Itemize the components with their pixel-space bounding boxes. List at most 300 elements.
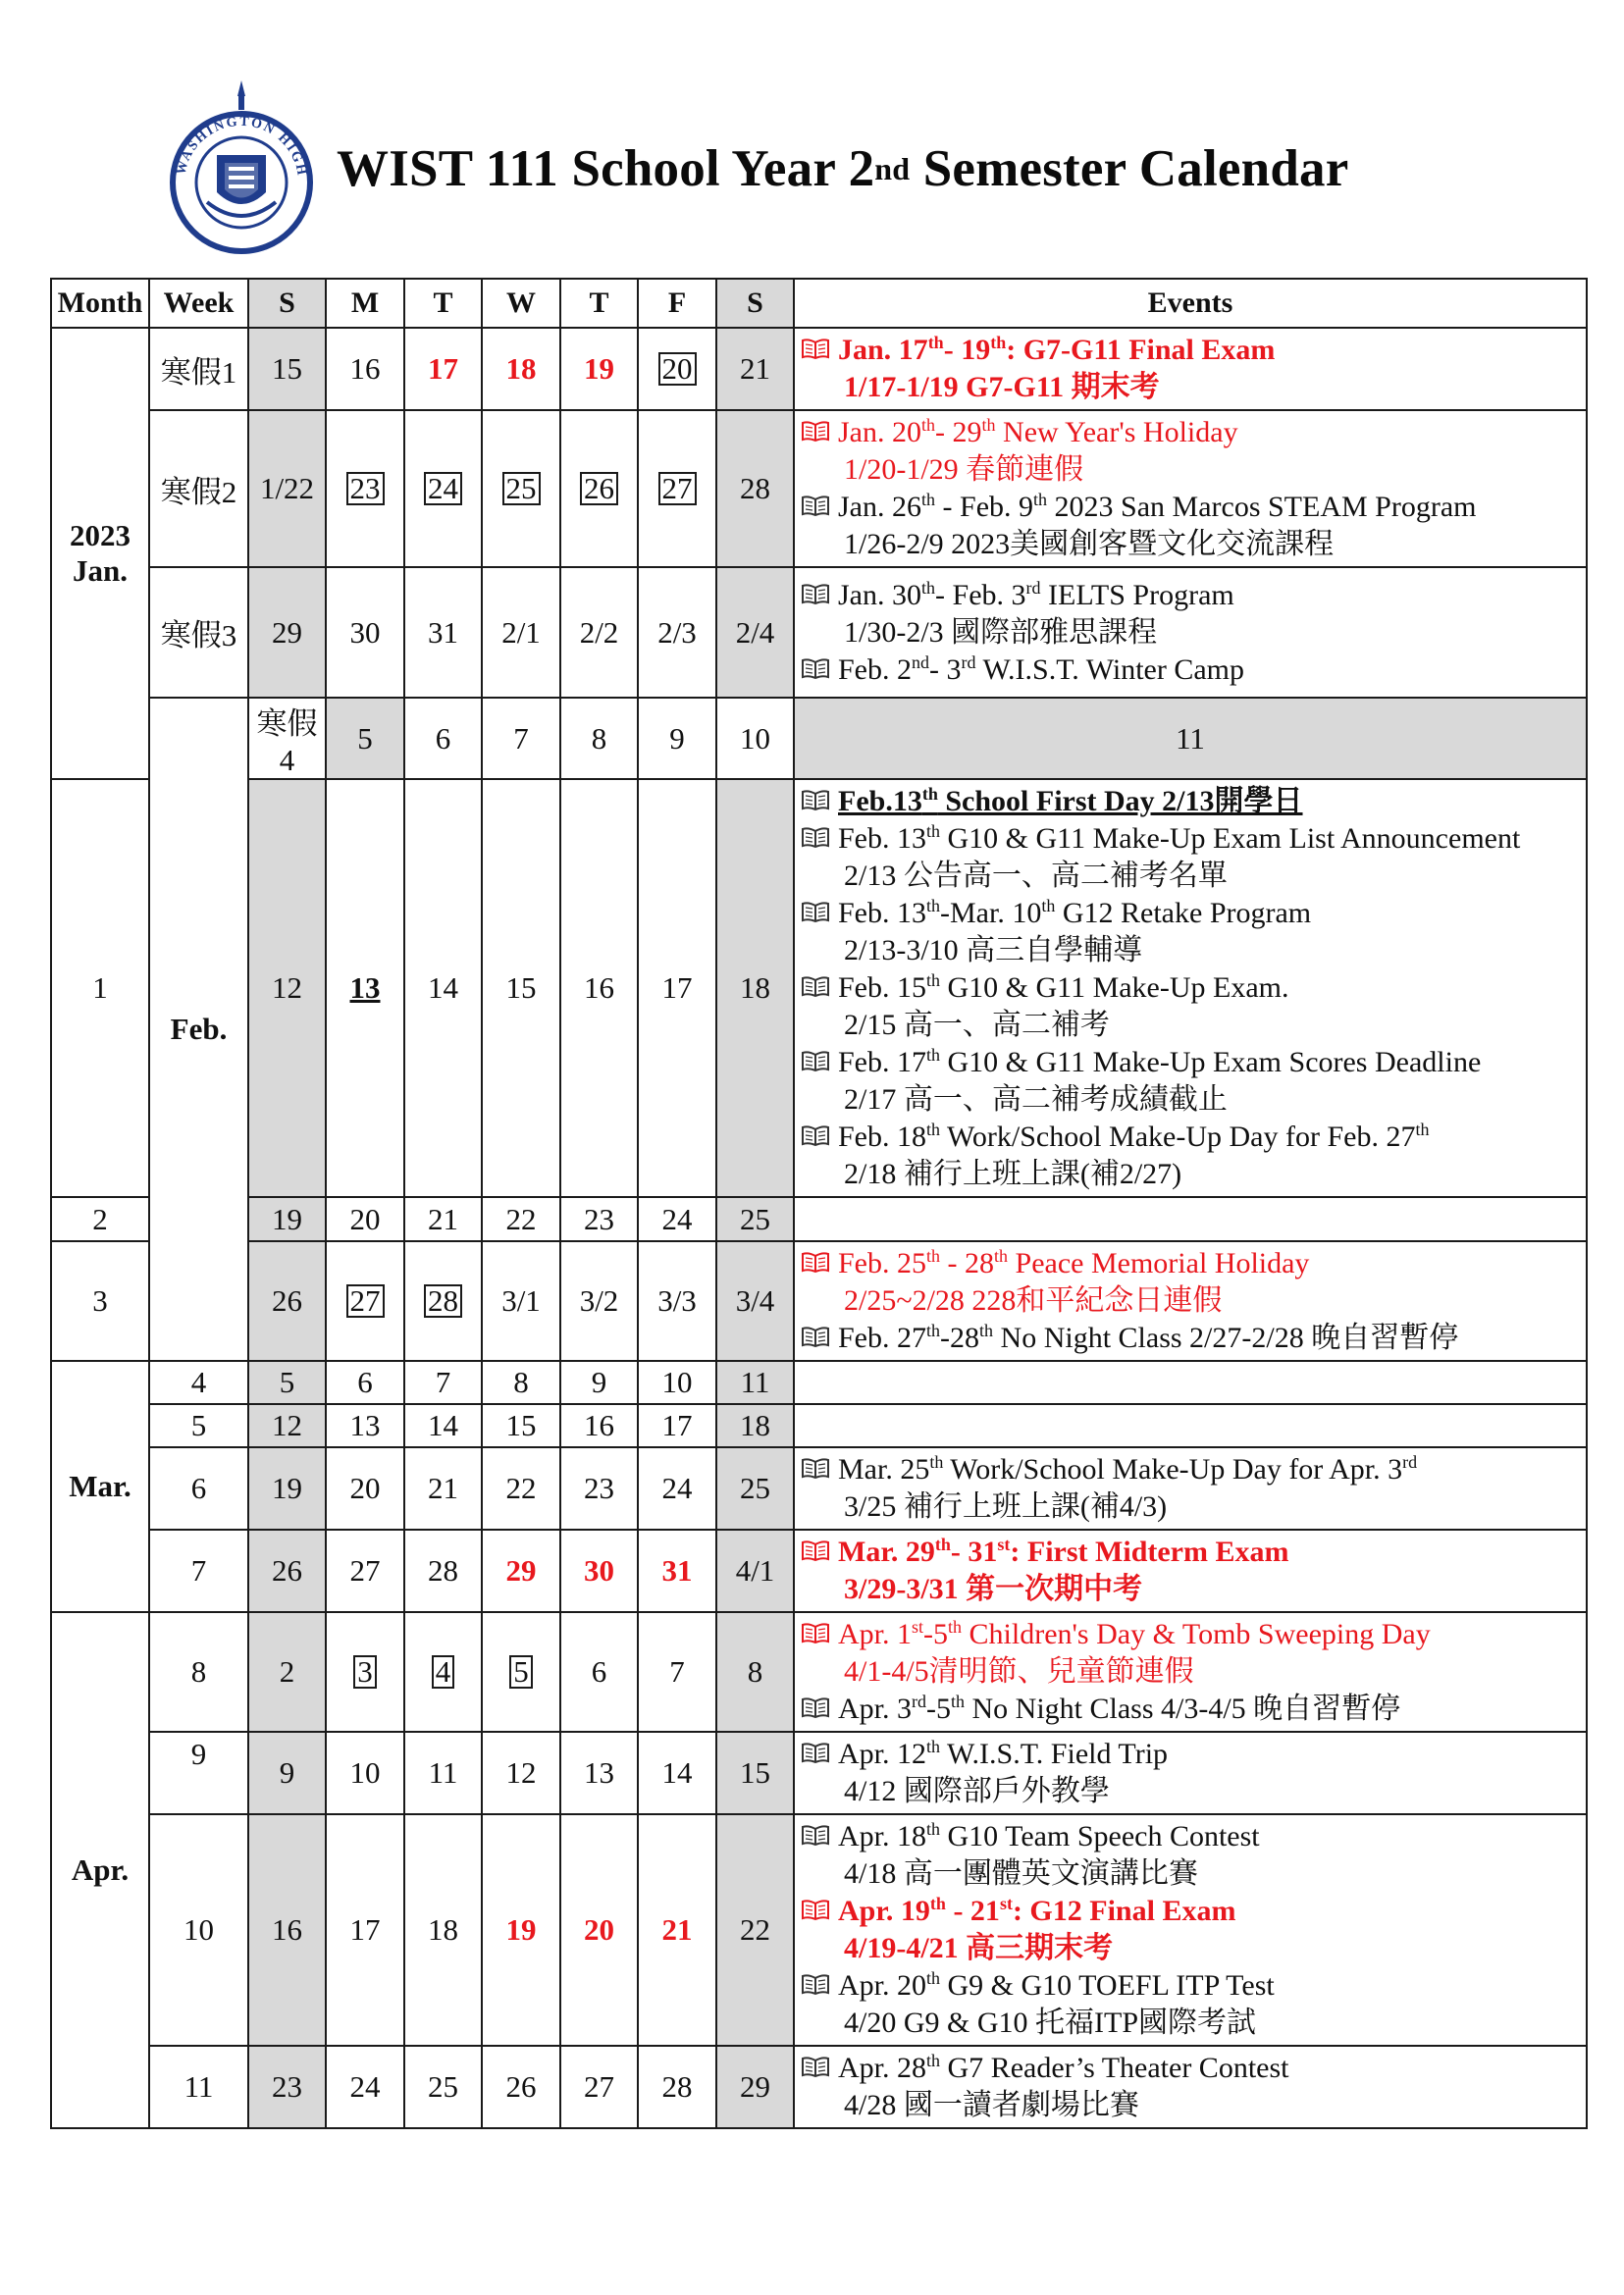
semester-calendar-table: [50, 278, 1588, 2129]
day-cell: [638, 410, 716, 567]
week-label: 5: [149, 1404, 248, 1447]
week-label: 10: [149, 1814, 248, 2046]
day-number: 17: [661, 1408, 693, 1442]
event-line: [801, 489, 1582, 526]
day-cell: [560, 1530, 638, 1612]
event-text-zh: 4/12 國際部戶外教學: [844, 1775, 1110, 1807]
month-cell-feb: Feb.: [149, 698, 248, 1361]
day-number: 17: [661, 970, 693, 1005]
school-seal-logo: [168, 77, 315, 259]
day-number: 2/1: [501, 614, 541, 650]
day-cell: [326, 698, 404, 779]
book-icon: [801, 1743, 832, 1766]
day-cell: [638, 1447, 716, 1530]
event-text: Feb. 2nd- 3rd W.I.S.T. Winter Camp: [838, 652, 1245, 686]
day-number: 20: [349, 1471, 381, 1505]
day-cell: [482, 1612, 560, 1732]
day-cell: [482, 2046, 560, 2128]
day-cell: [482, 328, 560, 410]
week-label: 寒假3: [149, 567, 248, 698]
book-icon: [801, 1623, 832, 1646]
day-number: 9: [591, 1365, 607, 1399]
day-cell: [716, 410, 794, 567]
day-number: 12: [505, 1755, 537, 1790]
book-icon: [801, 1252, 832, 1276]
day-number: 26: [505, 2069, 537, 2104]
event-text: Apr. 20th G9 & G10 TOEFL ITP Test: [838, 1968, 1275, 2002]
day-number: 19: [272, 1201, 302, 1236]
events-cell: [794, 328, 1587, 410]
day-cell: [482, 1241, 560, 1361]
day-cell: [404, 1732, 482, 1814]
day-number: 24: [424, 472, 462, 505]
day-cell: [326, 1241, 404, 1361]
day-cell: [404, 1404, 482, 1447]
book-icon: [801, 1458, 832, 1482]
day-number: 26: [580, 472, 618, 505]
col-header-fri: F: [638, 279, 716, 328]
week-row: [51, 1814, 1587, 2046]
day-cell: [248, 410, 326, 567]
day-cell: [404, 328, 482, 410]
day-number: 26: [272, 1283, 302, 1318]
day-cell: [248, 567, 326, 698]
day-number: 16: [349, 351, 381, 386]
event-line: [801, 1534, 1582, 1571]
book-icon: [801, 976, 832, 1000]
event-text: Apr. 18th G10 Team Speech Contest: [838, 1819, 1260, 1852]
events-cell: [794, 410, 1587, 567]
day-number: 11: [428, 1755, 458, 1790]
book-icon: [801, 827, 832, 851]
day-cell: [404, 779, 482, 1197]
day-cell: [248, 2046, 326, 2128]
event-line: [801, 969, 1582, 1007]
event-text-zh: 2/18 補行上班上課(補2/27): [844, 1158, 1182, 1190]
book-icon: [801, 1974, 832, 1998]
book-icon: [801, 339, 832, 362]
day-number: 23: [584, 1201, 614, 1236]
event-line: [801, 577, 1582, 614]
day-number: 27: [658, 472, 697, 505]
event-text: Feb. 18th Work/School Make-Up Day for Feb. 27th: [838, 1120, 1430, 1153]
event-line: [801, 414, 1582, 451]
event-text: Feb. 13th-Mar. 10th G12 Retake Program: [838, 896, 1312, 929]
event-line: [801, 1451, 1582, 1488]
day-cell: [638, 1530, 716, 1612]
day-cell: [404, 1612, 482, 1732]
month-cell-jan: [51, 328, 149, 779]
day-number: 13: [349, 970, 381, 1005]
day-number: 2/3: [657, 614, 697, 650]
event-line: [801, 1691, 1582, 1728]
day-cell: [404, 1447, 482, 1530]
day-number: 25: [740, 1201, 770, 1236]
day-cell: [716, 1361, 794, 1404]
day-cell: [638, 698, 716, 779]
day-number: 13: [349, 1408, 381, 1442]
day-number: 25: [740, 1471, 770, 1505]
event-text-zh: 1/26-2/9 2023美國創客暨文化交流課程: [844, 528, 1335, 560]
event-text-zh: 4/18 高一團體英文演講比賽: [844, 1857, 1198, 1890]
book-icon: [801, 1540, 832, 1564]
day-cell: [404, 2046, 482, 2128]
day-number: 29: [740, 2069, 770, 2104]
event-text: Feb. 25th - 28th Peace Memorial Holiday: [838, 1246, 1310, 1279]
day-number: 10: [661, 1365, 693, 1399]
event-line: [801, 1616, 1582, 1653]
day-number: 21: [428, 1201, 458, 1236]
book-icon: [801, 1125, 832, 1149]
day-number: 20: [349, 1201, 381, 1236]
day-cell: [716, 1814, 794, 2046]
event-text-zh: 4/20 G9 & G10 托福ITP國際考試: [844, 2007, 1256, 2039]
event-text-zh: 2/13 公告高一、高二補考名單: [844, 860, 1228, 892]
event-text: Jan. 20th- 29th New Year's Holiday: [838, 415, 1238, 448]
day-cell: [638, 1814, 716, 2046]
day-number: 19: [505, 1912, 537, 1947]
day-number: 29: [505, 1553, 537, 1588]
day-cell: [638, 1361, 716, 1404]
book-icon: [801, 1327, 832, 1350]
book-icon: [801, 1900, 832, 1923]
day-cell: [404, 567, 482, 698]
day-number: 13: [584, 1755, 614, 1790]
col-header-thu: T: [560, 279, 638, 328]
book-icon: [801, 1825, 832, 1849]
day-cell: [638, 1404, 716, 1447]
day-number: 8: [513, 1365, 529, 1399]
events-cell: [794, 2046, 1587, 2128]
day-number: 24: [349, 2069, 381, 2104]
week-label: 11: [149, 2046, 248, 2128]
event-text: Jan. 26th - Feb. 9th 2023 San Marcos STEAM Program: [838, 490, 1477, 523]
day-cell: [560, 1241, 638, 1361]
events-cell: [794, 1447, 1587, 1530]
day-number: 29: [272, 614, 302, 650]
week-label: 9: [149, 1732, 248, 1814]
month-name: Jan.: [73, 553, 128, 588]
day-cell: [326, 1447, 404, 1530]
day-cell: [560, 1404, 638, 1447]
col-header-events: Events: [794, 279, 1587, 328]
day-cell: [560, 2046, 638, 2128]
day-cell: [326, 328, 404, 410]
day-number: 10: [740, 720, 770, 756]
event-text-zh: 1/20-1/29 春節連假: [844, 453, 1084, 486]
book-icon: [801, 1697, 832, 1721]
event-text-zh: 3/25 補行上班上課(補4/3): [844, 1490, 1168, 1523]
day-cell: [326, 1612, 404, 1732]
day-number: 8: [591, 720, 607, 756]
day-number: 12: [272, 970, 302, 1005]
day-number: 11: [1176, 720, 1205, 756]
day-number: 24: [661, 1201, 693, 1236]
day-cell: [716, 1241, 794, 1361]
svg-text:WASHINGTON HIGH SCHOOL: WASHINGTON HIGH: [174, 114, 309, 179]
title-superscript: nd: [874, 151, 911, 186]
events-cell: [794, 779, 1587, 1197]
day-number: 3: [353, 1655, 377, 1689]
day-number: 20: [658, 352, 697, 386]
day-number: 6: [591, 1654, 607, 1689]
day-number: 19: [272, 1471, 302, 1505]
day-cell: [248, 1197, 326, 1241]
week-row: [51, 2046, 1587, 2128]
day-cell: [404, 410, 482, 567]
event-text: Feb. 27th-28th No Night Class 2/27-2/28 晚自習暫停: [838, 1321, 1459, 1354]
day-number: 3/1: [501, 1283, 541, 1318]
col-header-wed: W: [482, 279, 560, 328]
events-cell: [794, 1241, 1587, 1361]
day-cell: [716, 1612, 794, 1732]
day-number: 27: [349, 1553, 381, 1588]
day-cell: [404, 1197, 482, 1241]
day-cell: [404, 698, 482, 779]
day-cell: [638, 1197, 716, 1241]
day-cell: [248, 1241, 326, 1361]
day-cell: [326, 1732, 404, 1814]
day-cell: [482, 698, 560, 779]
day-cell: [482, 1732, 560, 1814]
day-number: 5: [279, 1365, 295, 1399]
event-line: [801, 1245, 1582, 1282]
day-cell: [638, 779, 716, 1197]
event-text-zh: 4/19-4/21 高三期末考: [844, 1932, 1114, 1964]
day-number: 3/2: [579, 1283, 619, 1318]
week-row: [51, 779, 1587, 1197]
event-text: Mar. 29th- 31st: First Midterm Exam: [838, 1535, 1289, 1568]
day-number: 1/22: [259, 471, 315, 505]
header: [0, 0, 1624, 255]
day-number: 18: [505, 351, 537, 386]
day-cell: [560, 1197, 638, 1241]
day-cell: [326, 410, 404, 567]
week-label: 7: [149, 1530, 248, 1612]
event-line: [801, 783, 1582, 820]
week-label: 寒假1: [149, 328, 248, 410]
event-line: [801, 1893, 1582, 1930]
title-text-end: Semester Calendar: [910, 140, 1349, 197]
day-cell: [248, 1814, 326, 2046]
week-row: [51, 1612, 1587, 1732]
day-cell: [248, 779, 326, 1197]
event-text: Apr. 19th - 21st: G12 Final Exam: [838, 1894, 1236, 1927]
day-number: 17: [428, 351, 458, 386]
day-cell: [326, 1814, 404, 2046]
week-row: [51, 1447, 1587, 1530]
day-number: 14: [428, 970, 458, 1005]
day-cell: [716, 698, 794, 779]
event-text: Feb. 13th G10 & G11 Make-Up Exam List Announcement: [838, 821, 1521, 855]
day-cell: [248, 328, 326, 410]
month-cell-mar: Mar.: [51, 1361, 149, 1612]
day-cell: [404, 1814, 482, 2046]
col-header-month: Month: [51, 279, 149, 328]
day-cell: [326, 2046, 404, 2128]
week-row: [51, 1530, 1587, 1612]
day-cell: [482, 567, 560, 698]
day-cell: [482, 1361, 560, 1404]
day-number: 2: [279, 1654, 295, 1689]
day-number: 23: [346, 472, 385, 505]
event-text-zh: 3/29-3/31 第一次期中考: [844, 1573, 1143, 1605]
book-icon: [801, 902, 832, 925]
day-cell: [482, 779, 560, 1197]
day-number: 28: [661, 2069, 693, 2104]
day-cell: [638, 567, 716, 698]
day-cell: [248, 1530, 326, 1612]
day-cell: [560, 410, 638, 567]
day-cell: [326, 1530, 404, 1612]
week-row: [51, 698, 1587, 779]
week-label: 1: [51, 779, 149, 1197]
day-number: 18: [740, 1408, 770, 1442]
events-cell: [794, 1361, 1587, 1404]
event-text-zh: 2/15 高一、高二補考: [844, 1009, 1110, 1041]
day-cell: [326, 567, 404, 698]
event-text-zh: 2/13-3/10 高三自學輔導: [844, 934, 1143, 966]
day-cell: [716, 1732, 794, 1814]
day-number: 17: [349, 1912, 381, 1947]
event-line: [801, 895, 1582, 932]
week-row: [51, 1732, 1587, 1814]
week-row: [51, 1197, 1587, 1241]
week-row: [51, 1241, 1587, 1361]
day-cell: [638, 1612, 716, 1732]
week-label: 2: [51, 1197, 149, 1241]
col-header-sat: S: [716, 279, 794, 328]
day-number: 8: [747, 1654, 763, 1689]
day-number: 7: [669, 1654, 685, 1689]
day-number: 16: [584, 970, 614, 1005]
events-cell: [794, 1612, 1587, 1732]
day-number: 16: [272, 1912, 302, 1947]
day-number: 7: [513, 720, 529, 756]
day-cell: [248, 1447, 326, 1530]
event-text-zh: 1/30-2/3 國際部雅思課程: [844, 615, 1158, 649]
month-cell-apr: Apr.: [51, 1612, 149, 2128]
event-line: [801, 332, 1582, 369]
day-cell: [482, 1197, 560, 1241]
day-number: 18: [428, 1912, 458, 1947]
day-cell: [326, 779, 404, 1197]
day-cell: [716, 1404, 794, 1447]
book-icon: [801, 1051, 832, 1074]
day-number: 2/2: [579, 614, 619, 650]
day-number: 10: [349, 1755, 381, 1790]
page-title: [337, 139, 1348, 198]
event-text: Apr. 12th W.I.S.T. Field Trip: [838, 1737, 1169, 1770]
event-text: Apr. 28th G7 Reader’s Theater Contest: [838, 2051, 1289, 2084]
events-cell: [794, 1732, 1587, 1814]
day-cell: [794, 698, 1587, 779]
day-number: 26: [272, 1553, 302, 1588]
day-number: 21: [740, 351, 770, 386]
day-cell: [482, 1814, 560, 2046]
day-cell: [716, 1530, 794, 1612]
day-number: 15: [272, 351, 302, 386]
day-number: 23: [584, 1471, 614, 1505]
day-number: 4/1: [735, 1553, 775, 1588]
day-number: 9: [669, 720, 685, 756]
day-number: 5: [509, 1655, 533, 1689]
day-cell: [716, 328, 794, 410]
book-icon: [801, 658, 832, 682]
day-number: 3/4: [735, 1283, 775, 1318]
day-number: 24: [661, 1471, 693, 1505]
day-cell: [560, 1447, 638, 1530]
week-label: 寒假2: [149, 410, 248, 567]
col-header-week: Week: [149, 279, 248, 328]
day-cell: [560, 1612, 638, 1732]
events-cell: [794, 567, 1587, 698]
events-cell: [794, 1814, 1587, 2046]
day-cell: [326, 1404, 404, 1447]
event-text: Feb. 17th G10 & G11 Make-Up Exam Scores Deadline: [838, 1045, 1482, 1078]
event-text: Apr. 1st-5th Children's Day & Tomb Sweeping Day: [838, 1617, 1431, 1650]
day-number: 22: [505, 1471, 537, 1505]
events-cell: [794, 1404, 1587, 1447]
col-header-tue: T: [404, 279, 482, 328]
event-text-zh: 2/25~2/28 228和平紀念日連假: [844, 1284, 1223, 1317]
day-cell: [560, 1732, 638, 1814]
day-cell: [560, 698, 638, 779]
week-label: 8: [149, 1612, 248, 1732]
week-row: [51, 567, 1587, 698]
day-number: 16: [584, 1408, 614, 1442]
day-number: 2/4: [735, 614, 775, 650]
event-text-zh: 1/17-1/19 G7-G11 期末考: [844, 371, 1160, 403]
col-header-sun: S: [248, 279, 326, 328]
day-cell: [638, 2046, 716, 2128]
day-number: 15: [740, 1755, 770, 1790]
day-number: 25: [428, 2069, 458, 2104]
day-number: 21: [428, 1471, 458, 1505]
event-line: [801, 1320, 1582, 1357]
day-cell: [482, 410, 560, 567]
event-line: [801, 820, 1582, 858]
event-text: Mar. 25th Work/School Make-Up Day for Apr. 3rd: [838, 1452, 1418, 1486]
event-line: [801, 1736, 1582, 1773]
event-line: [801, 652, 1582, 689]
col-header-mon: M: [326, 279, 404, 328]
book-icon: [801, 584, 832, 607]
event-text: Jan. 30th- Feb. 3rd IELTS Program: [838, 577, 1234, 611]
header-row: [51, 279, 1587, 328]
month-year: 2023: [70, 518, 131, 552]
day-cell: [560, 1361, 638, 1404]
day-cell: [326, 1197, 404, 1241]
day-number: 21: [661, 1912, 693, 1947]
event-text-zh: 2/17 高一、高二補考成績截止: [844, 1083, 1228, 1116]
day-cell: [716, 1447, 794, 1530]
day-cell: [716, 779, 794, 1197]
day-number: 20: [584, 1912, 614, 1947]
book-icon: [801, 2057, 832, 2080]
day-number: 27: [346, 1284, 385, 1318]
day-cell: [326, 1361, 404, 1404]
day-number: 7: [435, 1365, 451, 1399]
event-line: [801, 1119, 1582, 1156]
day-cell: [716, 1197, 794, 1241]
day-number: 15: [505, 970, 537, 1005]
day-number: 31: [428, 614, 458, 650]
day-cell: [248, 1361, 326, 1404]
day-number: 31: [661, 1553, 693, 1588]
week-label: 6: [149, 1447, 248, 1530]
week-label: 4: [149, 1361, 248, 1404]
